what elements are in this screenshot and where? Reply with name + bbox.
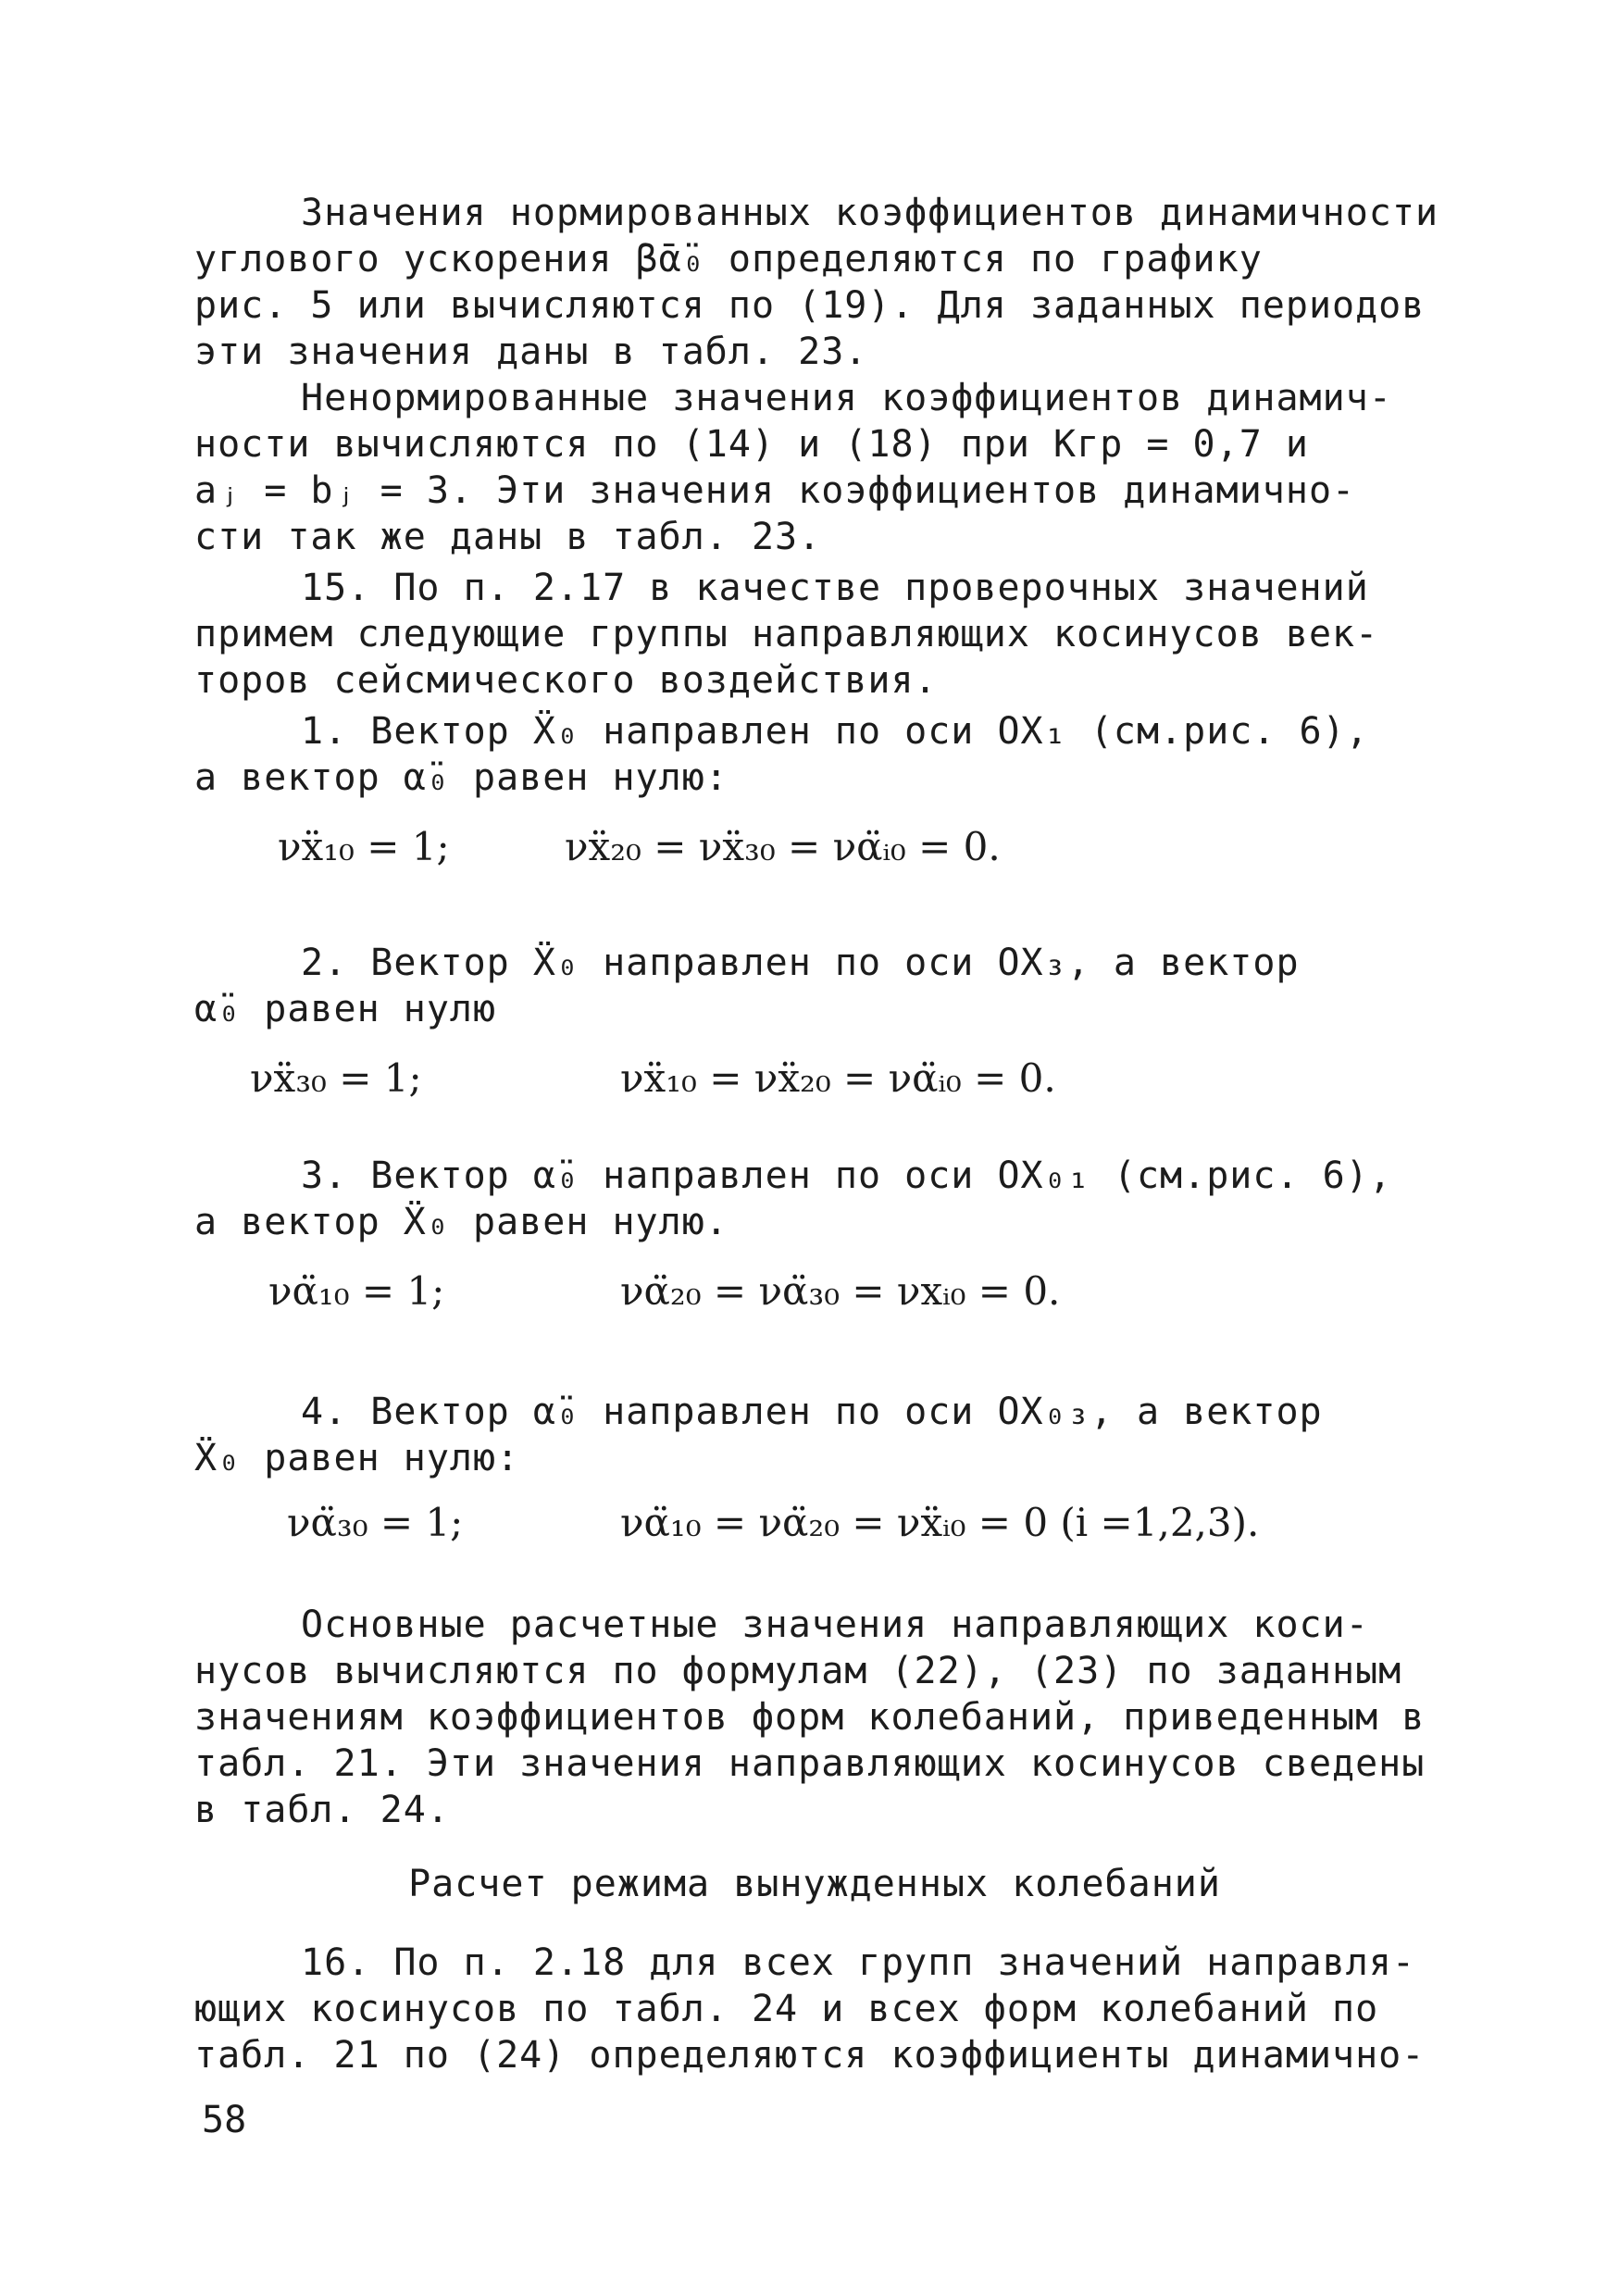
equation-left: νẍ₃₀ = 1; (250, 1055, 422, 1101)
text-line: 2. Вектор Ẍ₀ направлен по оси OX₃, а вектор (301, 942, 1300, 984)
text-line: а вектор α̈₀ равен нулю: (194, 756, 729, 799)
text-line: 4. Вектор α̈₀ направлен по оси OX₀₃, а вектор (301, 1391, 1323, 1433)
equation-left: να̈₃₀ = 1; (287, 1500, 464, 1545)
text-line: ющих косинусов по табл. 24 и всех форм колебаний по (194, 1988, 1379, 2030)
text-line: углового ускорения β̄α̈₀ определяются по графику (194, 238, 1263, 281)
text-line: aⱼ = bⱼ = 3. Эти значения коэффициентов динамично- (194, 469, 1356, 512)
equation-right: νẍ₂₀ = νẍ₃₀ = να̈ᵢ₀ = 0. (565, 824, 1001, 869)
text-line: табл. 21 по (24) определяются коэффициенты динамично- (194, 2034, 1426, 2077)
equation-right: να̈₁₀ = να̈₂₀ = νẍᵢ₀ = 0 (i =1,2,3). (620, 1500, 1260, 1545)
equation-left: νẍ₁₀ = 1; (278, 824, 450, 869)
text-line: Основные расчетные значения направляющих коси- (301, 1603, 1369, 1646)
text-line: ности вычисляются по (14) и (18) при Kгр = 0,7 и (194, 423, 1309, 466)
text-line: эти значения даны в табл. 23. (194, 331, 868, 373)
text-line: 15. По п. 2.17 в качестве проверочных значений (301, 567, 1369, 609)
text-line: 16. По п. 2.18 для всех групп значений направля- (301, 1941, 1415, 1984)
text-line: значениям коэффициентов форм колебаний, приведенным в (194, 1696, 1426, 1739)
text-line: 1. Вектор Ẍ₀ направлен по оси OX₁ (см.рис. 6), (301, 710, 1369, 753)
text-line: а вектор Ẍ₀ равен нулю. (194, 1201, 729, 1243)
text-line: Значения нормированных коэффициентов динамичности (301, 192, 1439, 234)
text-line: 3. Вектор α̈₀ направлен по оси OX₀₁ (см.рис. 6), (301, 1154, 1392, 1197)
equation-right: νẍ₁₀ = νẍ₂₀ = να̈ᵢ₀ = 0. (620, 1055, 1056, 1101)
text-line: Ненормированные значения коэффициентов динамич- (301, 377, 1392, 419)
page-number: 58 (202, 2099, 247, 2141)
text-line: в табл. 24. (194, 1789, 450, 1831)
equation-left: να̈₁₀ = 1; (268, 1268, 445, 1314)
equation-right: να̈₂₀ = να̈₃₀ = νxᵢ₀ = 0. (620, 1268, 1061, 1314)
text-line: Ẍ₀ равен нулю: (194, 1437, 520, 1479)
text-line: сти так же даны в табл. 23. (194, 516, 822, 558)
text-line: торов сейсмического воздействия. (194, 659, 938, 702)
text-line: табл. 21. Эти значения направляющих косинусов сведены (194, 1742, 1426, 1785)
text-line: нусов вычисляются по формулам (22), (23) по заданным (194, 1650, 1402, 1692)
text-line: рис. 5 или вычисляются по (19). Для заданных периодов (194, 284, 1426, 327)
text-line: примем следующие группы направляющих косинусов век- (194, 613, 1379, 655)
text-line: α̈₀ равен нулю (194, 988, 497, 1030)
section-heading: Расчет режима вынужденных колебаний (408, 1863, 1221, 1905)
